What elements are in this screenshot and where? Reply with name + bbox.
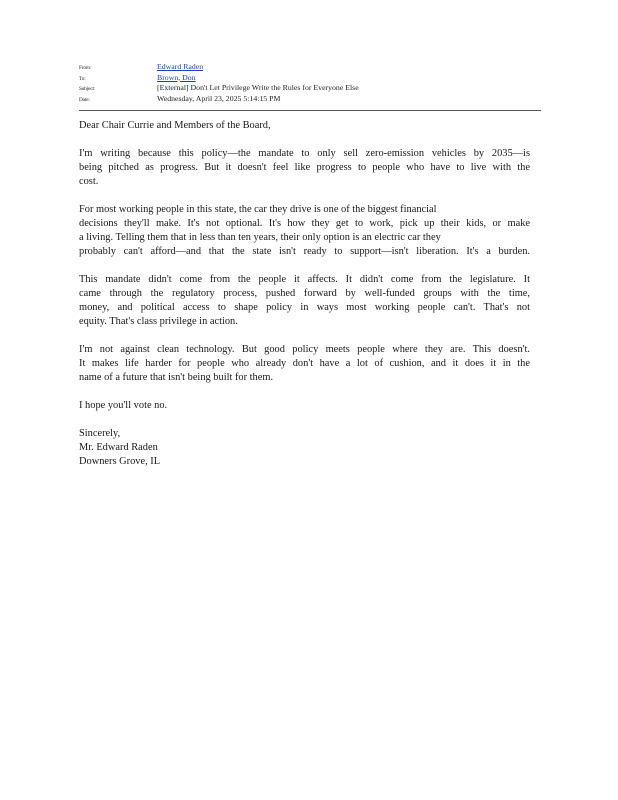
subject-value: [External] Don't Let Privilege Write the Rules for Everyone Else (157, 83, 359, 92)
paragraph-line: I'm not against clean technology. But good policy meets people where they are. This doesn't. (79, 344, 530, 355)
closing-block (79, 427, 530, 469)
paragraph-line: For most working people in this state, the car they drive is one of the biggest financial (79, 204, 437, 215)
date-value: Wednesday, April 23, 2025 5:14:15 PM (157, 93, 281, 103)
paragraph-line: equity. That's class privilege in action. (79, 316, 238, 327)
from-row (79, 62, 541, 73)
paragraph-line: cost. (79, 176, 99, 187)
closing-text: Sincerely, (79, 428, 121, 439)
email-header (79, 62, 541, 104)
subject-row (79, 83, 541, 94)
from-link[interactable]: Edward Raden (157, 62, 204, 71)
paragraph-line: I'm writing because this policy—the mandate to only sell zero-emission vehicles by 2035—is (79, 148, 530, 159)
paragraph-line: It makes life harder for people who already don't have a lot of cushion, and it does it in the (79, 358, 530, 369)
to-label: To: (79, 75, 86, 82)
letter-body (79, 119, 530, 469)
paragraph-line: I hope you'll vote no. (79, 400, 168, 411)
salutation-text: Dear Chair Currie and Members of the Board, (79, 120, 271, 131)
date-row (79, 94, 541, 105)
paragraph-2 (79, 203, 530, 259)
paragraph-line: decisions they'll make. It's not optional. It's how they get to work, pick up their kids, or make (79, 218, 530, 229)
paragraph-line: came through the regulatory process, pushed forward by well-funded groups with the time, (79, 288, 530, 299)
paragraph-line: probably can't afford—and that the state isn't ready to support—isn't liberation. It's a burden. (79, 246, 530, 257)
paragraph-line: name of a future that isn't being built for them. (79, 372, 274, 383)
to-row (79, 73, 541, 84)
salutation (79, 119, 530, 133)
paragraph-3 (79, 273, 530, 329)
paragraph-line: a living. Telling them that in less than ten years, their only option is an electric car they (79, 232, 441, 243)
paragraph-5 (79, 399, 530, 413)
paragraph-line: This mandate didn't come from the people it affects. It didn't come from the legislature. It (79, 274, 530, 285)
paragraph-4 (79, 343, 530, 385)
paragraph-line: being pitched as progress. But it doesn't feel like progress to people who have to live with the (79, 162, 530, 173)
date-label: Date: (79, 96, 90, 103)
paragraph-1 (79, 147, 530, 189)
signature-location: Downers Grove, IL (79, 456, 161, 467)
subject-label: Subject: (79, 86, 96, 92)
to-link[interactable]: Brown, Don (157, 72, 196, 82)
signature-name: Mr. Edward Raden (79, 442, 158, 453)
header-divider (79, 110, 541, 111)
from-label: From: (79, 65, 92, 71)
paragraph-line: money, and political access to shape policy in ways most working people can't. That's not (79, 302, 530, 313)
